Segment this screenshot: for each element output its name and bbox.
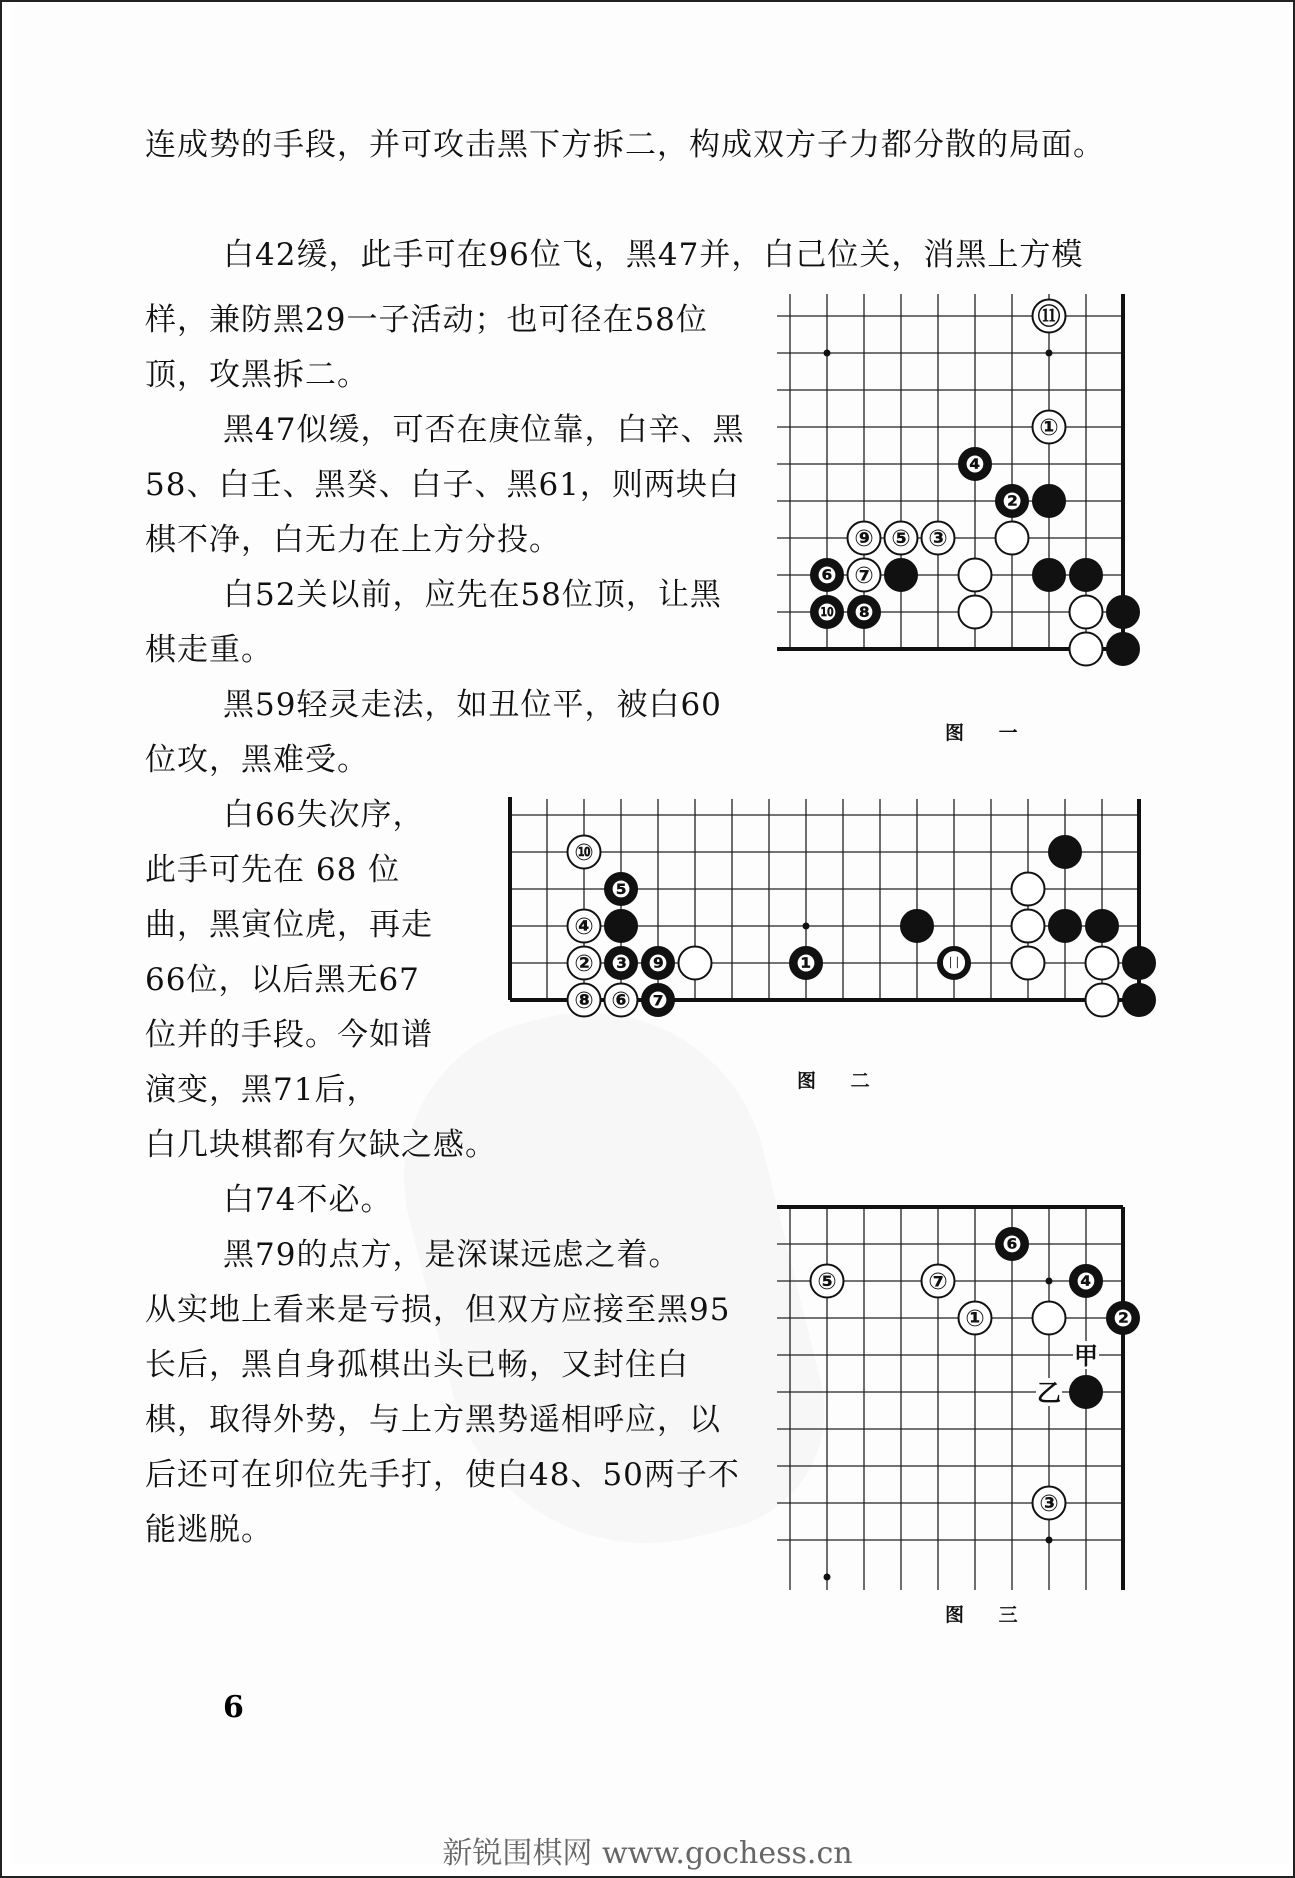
white-stone: [679, 947, 712, 980]
black-stone: [642, 947, 675, 980]
move-number: ❸: [611, 951, 631, 977]
star-point: [824, 350, 831, 357]
move-number: ⑥: [611, 988, 631, 1014]
black-stone: [811, 559, 844, 592]
go-board-2: [492, 797, 1170, 1041]
black-stone: [848, 596, 881, 629]
white-stone: [568, 910, 601, 943]
paragraph-8: 白几块棋都有欠缺之感。: [145, 1127, 497, 1163]
board-mark-label: 乙: [1037, 1378, 1061, 1407]
diagram-3-caption: 图 三: [945, 1604, 1032, 1626]
black-stone: [1123, 984, 1156, 1017]
white-stone: [1012, 947, 1045, 980]
star-point: [1046, 350, 1053, 357]
star-point: [803, 923, 810, 930]
move-number: ⑦: [928, 1269, 948, 1295]
white-stone: [1033, 1487, 1066, 1520]
board-mark-label: 甲: [1074, 1341, 1098, 1370]
move-number: ❾: [648, 951, 668, 977]
white-stone: [959, 1302, 992, 1335]
move-number: ②: [574, 951, 594, 977]
white-stone: [811, 1265, 844, 1298]
move-number: ④: [574, 914, 594, 940]
move-number: ❹: [1076, 1269, 1096, 1295]
paragraph-3: 样，兼防黑29一子活动；也可径在58位顶，攻黑拆二。: [145, 302, 708, 393]
black-stone: [1107, 633, 1140, 666]
move-number: ⑦: [854, 563, 874, 589]
black-stone: [1049, 910, 1082, 943]
move-number: ❿: [817, 600, 837, 626]
white-stone: [568, 947, 601, 980]
black-stone: [1033, 485, 1066, 518]
white-stone: [1012, 910, 1045, 943]
paragraph-2: 白42缓，此手可在96位飞，黑47并，白己位关，消黑上方模: [223, 237, 1084, 273]
move-number: ⑤: [891, 526, 911, 552]
move-number: ⓫: [942, 951, 966, 977]
white-stone: [959, 596, 992, 629]
move-number: ❽: [854, 600, 874, 626]
move-number: ③: [928, 526, 948, 552]
star-point: [1046, 1537, 1053, 1544]
move-number: ❶: [796, 951, 816, 977]
move-number: ❻: [817, 563, 837, 589]
white-stone: [1033, 411, 1066, 444]
black-stone: [1107, 1302, 1140, 1335]
move-number: ⑨: [854, 526, 874, 552]
black-stone: [1086, 910, 1119, 943]
move-number: ③: [1039, 1491, 1059, 1517]
black-stone: [1070, 1376, 1103, 1409]
black-stone: [1070, 1265, 1103, 1298]
move-number: ⑧: [574, 988, 594, 1014]
white-stone: [1070, 596, 1103, 629]
move-number: ⑩: [574, 840, 594, 866]
site-footer: 新锐围棋网 www.gochess.cn: [442, 1836, 853, 1871]
white-stone: [959, 559, 992, 592]
white-stone: [1086, 984, 1119, 1017]
black-stone: [996, 1228, 1029, 1261]
paragraph-5: 白52关以前，应先在58位顶，让黑棋走重。: [145, 577, 722, 668]
move-number: ⑤: [817, 1269, 837, 1295]
paragraph-11: 从实地上看来是亏损，但双方应接至黑95长后，黑自身孤棋出头已畅，又封住白棋，取得外势，与上方黑势遥相呼应，以后还可在卯位先手打，使白48、50两子不能逃脱。: [145, 1292, 740, 1548]
go-diagram-1: [775, 292, 1170, 694]
white-stone: [605, 984, 638, 1017]
move-number: ①: [1039, 415, 1059, 441]
paragraph-4: 黑47似缓，可否在庚位靠，白辛、黑58、白壬、黑癸、白子、黑61，则两块白棋不净，白无力在上方分投。: [145, 412, 745, 558]
white-stone: [922, 522, 955, 555]
white-stone: [568, 836, 601, 869]
black-stone: [938, 947, 971, 980]
white-stone: [848, 522, 881, 555]
white-stone: [1070, 633, 1103, 666]
white-stone: [568, 984, 601, 1017]
black-stone: [605, 910, 638, 943]
black-stone: [996, 485, 1029, 518]
paragraph-7: 白66失次序，此手可先在 68 位曲，黑寅位虎，再走66位，以后黑无67位并的手段。今如谱演变，黑71后，: [145, 797, 433, 1108]
black-stone: [901, 910, 934, 943]
move-number: ❷: [1113, 1306, 1133, 1332]
white-stone: [885, 522, 918, 555]
go-diagram-3: [775, 1192, 1170, 1592]
paragraph-10: 黑79的点方，是深谋远虑之着。: [223, 1237, 681, 1273]
star-point: [824, 1574, 831, 1581]
go-board-3: [775, 1192, 1170, 1592]
black-stone: [1033, 559, 1066, 592]
white-stone: [1012, 873, 1045, 906]
black-stone: [1123, 947, 1156, 980]
page-number: 6: [223, 1690, 244, 1725]
go-board-1: [775, 292, 1170, 694]
diagram-2-caption: 图 二: [797, 1070, 884, 1092]
black-stone: [885, 559, 918, 592]
white-stone: [922, 1265, 955, 1298]
white-stone: [1086, 947, 1119, 980]
move-number: ❺: [611, 877, 631, 903]
black-stone: [790, 947, 823, 980]
black-stone: [1070, 559, 1103, 592]
black-stone: [605, 873, 638, 906]
move-number: ❻: [1002, 1232, 1022, 1258]
black-stone: [605, 947, 638, 980]
move-number: ⑪: [1037, 304, 1061, 330]
white-stone: [996, 522, 1029, 555]
paragraph-6: 黑59轻灵走法，如丑位平，被白60位攻，黑难受。: [145, 687, 722, 778]
white-stone: [848, 559, 881, 592]
paragraph-9: 白74不必。: [223, 1182, 393, 1218]
paragraph-1: 连成势的手段，并可攻击黑下方拆二，构成双方子力都分散的局面。: [145, 127, 1105, 163]
go-diagram-2: [492, 797, 1170, 1041]
black-stone: [1049, 836, 1082, 869]
move-number: ❷: [1002, 489, 1022, 515]
black-stone: [642, 984, 675, 1017]
black-stone: [811, 596, 844, 629]
star-point: [1046, 1278, 1053, 1285]
move-number: ❼: [648, 988, 668, 1014]
black-stone: [1107, 596, 1140, 629]
black-stone: [959, 448, 992, 481]
diagram-1-caption: 图 一: [945, 722, 1032, 744]
white-stone: [1033, 1302, 1066, 1335]
move-number: ①: [965, 1306, 985, 1332]
move-number: ❹: [965, 452, 985, 478]
white-stone: [1033, 300, 1066, 333]
